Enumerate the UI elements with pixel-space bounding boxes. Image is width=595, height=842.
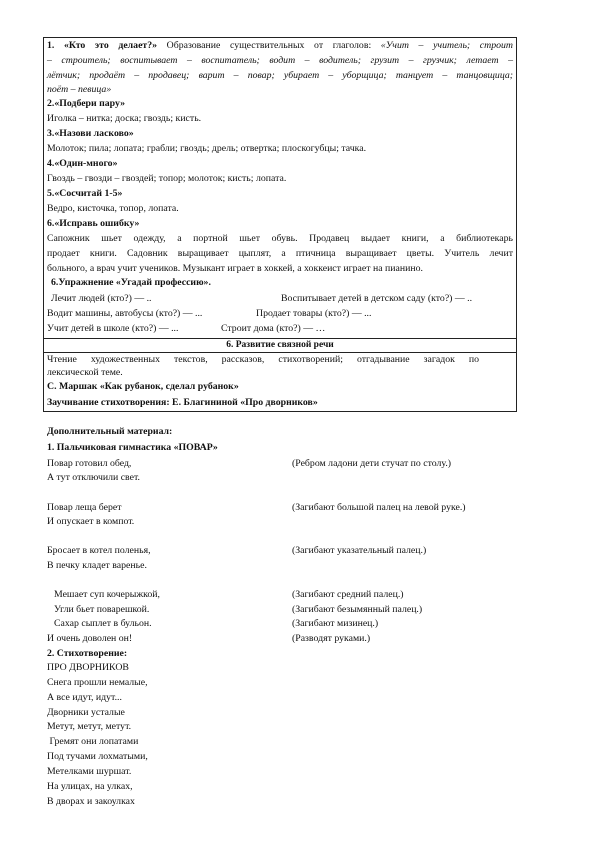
poem-line: А все идут, идут... (47, 692, 122, 703)
poem-line: Метут, метут, метут. (47, 721, 132, 732)
exercise-7-title: 6.Упражнение «Угадай профессию». (51, 277, 211, 288)
poem-line: Дворники усталые (47, 707, 125, 718)
gym-left-1: Повар готовил обед, (47, 458, 132, 469)
speech-line-4: Заучивание стихотворения: Е. Благининой «Про дворников» (47, 397, 318, 408)
exercise-2-text: Иголка – нитка; доска; гвоздь; кисть. (47, 113, 202, 124)
exercise-7-question-2: Воспитывает детей в детском саду (кто?) — .. (281, 293, 473, 304)
finger-gym-title: 1. Пальчиковая гимнастика «ПОВАР» (47, 442, 218, 453)
exercise-6-line-2: продает книги. Садовник выращивает цыплят, а птичница выращивает цветы. Учитель лечит (47, 248, 513, 259)
gym-left-4: И опускает в компот. (47, 516, 135, 527)
exercise-6-title: 6.«Исправь ошибку» (47, 218, 140, 229)
poem-line: Под тучами лохматыми, (47, 751, 148, 762)
exercise-6-line-3: больного, а врач учит учеников. Музыкант играет в хоккей, а хоккеист играет на пианино. (47, 263, 423, 274)
exercise-4-text: Гвоздь – гвозди – гвоздей; топор; молоток; кисть; лопата. (47, 173, 287, 184)
gym-left-7: Мешает суп кочерыжкой, (54, 589, 160, 600)
gym-right-1: (Ребром ладони дети стучат по столу.) (292, 458, 452, 469)
gym-right-5: (Загибают указательный палец.) (292, 545, 427, 556)
speech-line-2: лексической теме. (47, 367, 123, 378)
gym-left-5: Бросает в котел поленья, (47, 545, 151, 556)
gym-left-3: Повар леща берет (47, 502, 122, 513)
exercise-5-title: 5.«Сосчитай 1-5» (47, 188, 123, 199)
exercise-3-text: Молоток; пила; лопата; грабли; гвоздь; дрель; отвертка; плоскогубцы; тачка. (47, 143, 367, 154)
gym-right-8: (Загибают безымянный палец.) (292, 604, 423, 615)
exercise-7-question-5: Учит детей в школе (кто?) — ... (47, 323, 179, 334)
poem-line: На улицах, на улках, (47, 781, 133, 792)
gym-left-6: В печку кладет варенье. (47, 560, 147, 571)
exercise-1-title: 1. «Кто это делает?» (47, 40, 158, 51)
speech-line-3: С. Маршак «Как рубанок, сделал рубанок» (47, 381, 239, 392)
gym-left-2: А тут отключили свет. (47, 472, 140, 483)
exercise-5-text: Ведро, кисточка, топор, лопата. (47, 203, 179, 214)
exercise-6-line-1: Сапожник шьет одежду, а портной шьет обувь. Продавец выдает книги, а библиотекарь (47, 233, 513, 244)
gym-left-9: Сахар сыплет в бульон. (54, 618, 152, 629)
exercise-1-line-2: – строитель; воспитывает – воспитатель; водит – водитель; грузит – грузчик; летает – (47, 55, 513, 66)
poem-line: В дворах и закоулках (47, 796, 135, 807)
poem-line: Снега прошли немалые, (47, 677, 148, 688)
gym-left-8: Угли бьет поварешкой. (54, 604, 150, 615)
exercise-7-question-4: Продает товары (кто?) — ... (256, 308, 372, 319)
exercise-7-question-6: Строит дома (кто?) — … (221, 323, 326, 334)
exercise-1-line-4: поёт – певица» (47, 84, 112, 95)
gym-left-10: И очень доволен он! (47, 633, 133, 644)
exercise-2-title: 2.«Подбери пару» (47, 98, 126, 109)
exercise-7-question-1: Лечит людей (кто?) — .. (51, 293, 152, 304)
additional-material-heading: Дополнительный материал: (47, 426, 173, 437)
gym-right-9: (Загибают мизинец.) (292, 618, 379, 629)
poem-line: Метелками шуршат. (47, 766, 132, 777)
poem-line: Гремят они лопатами (47, 736, 139, 747)
exercise-1-intro: Образование существительных от глаголов: (157, 40, 381, 51)
poem-heading: 2. Стихотворение: (47, 648, 128, 659)
speech-line-1: Чтение художественных текстов, рассказов, стихотворений; отгадывание загадок по (47, 354, 479, 365)
poem-title: ПРО ДВОРНИКОВ (47, 662, 129, 673)
gym-right-7: (Загибают средний палец.) (292, 589, 404, 600)
exercise-7-question-3: Водит машины, автобусы (кто?) — ... (47, 308, 203, 319)
exercise-3-title: 3.«Назови ласково» (47, 128, 134, 139)
gym-right-3: (Загибают большой палец на левой руке.) (292, 502, 466, 513)
exercise-1-text-start: «Учит – учитель; строит (380, 40, 513, 51)
gym-right-10: (Разводят руками.) (292, 633, 371, 644)
exercise-4-title: 4.«Один-много» (47, 158, 118, 169)
speech-development-header: 6. Развитие связной речи (44, 339, 516, 353)
exercise-1-line-1 (47, 39, 513, 52)
exercise-1-line-3: лётчик; продаёт – продавец; варит – повар; убирает – уборщица; танцует – танцовщица; (47, 70, 513, 81)
